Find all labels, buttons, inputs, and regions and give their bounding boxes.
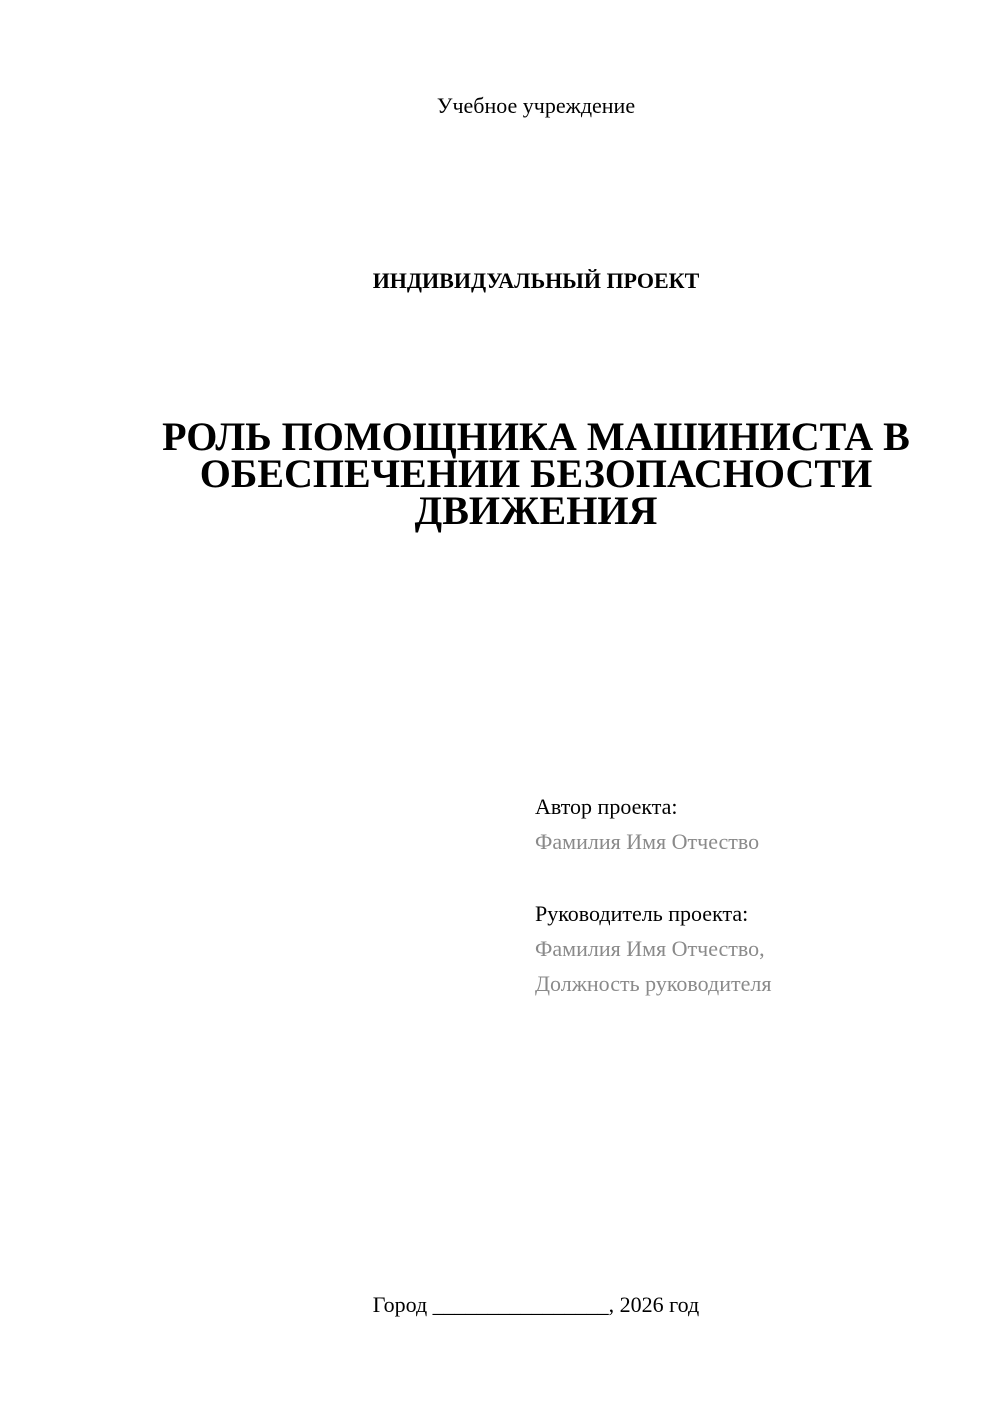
project-title-line-3: ДВИЖЕНИЯ: [414, 488, 658, 533]
supervisor-position: Должность руководителя: [535, 971, 772, 996]
signature-spacer: [535, 859, 955, 896]
city-year-line: Город ________________, 2026 год: [372, 1292, 700, 1317]
institution-name: Учебное учреждение: [436, 93, 636, 118]
author-name: Фамилия Имя Отчество: [535, 829, 760, 854]
project-title: [150, 414, 922, 533]
document-type: ИНДИВИДУАЛЬНЫЙ ПРОЕКТ: [372, 268, 700, 293]
signature-block: [535, 789, 955, 1001]
project-title-line-2: ОБЕСПЕЧЕНИИ БЕЗОПАСНОСТИ: [199, 451, 873, 496]
project-title-line-1: РОЛЬ ПОМОЩНИКА МАШИНИСТА В: [162, 414, 910, 459]
author-label: Автор проекта:: [535, 794, 678, 819]
supervisor-label: Руководитель проекта:: [535, 901, 749, 926]
supervisor-name: Фамилия Имя Отчество,: [535, 936, 765, 961]
